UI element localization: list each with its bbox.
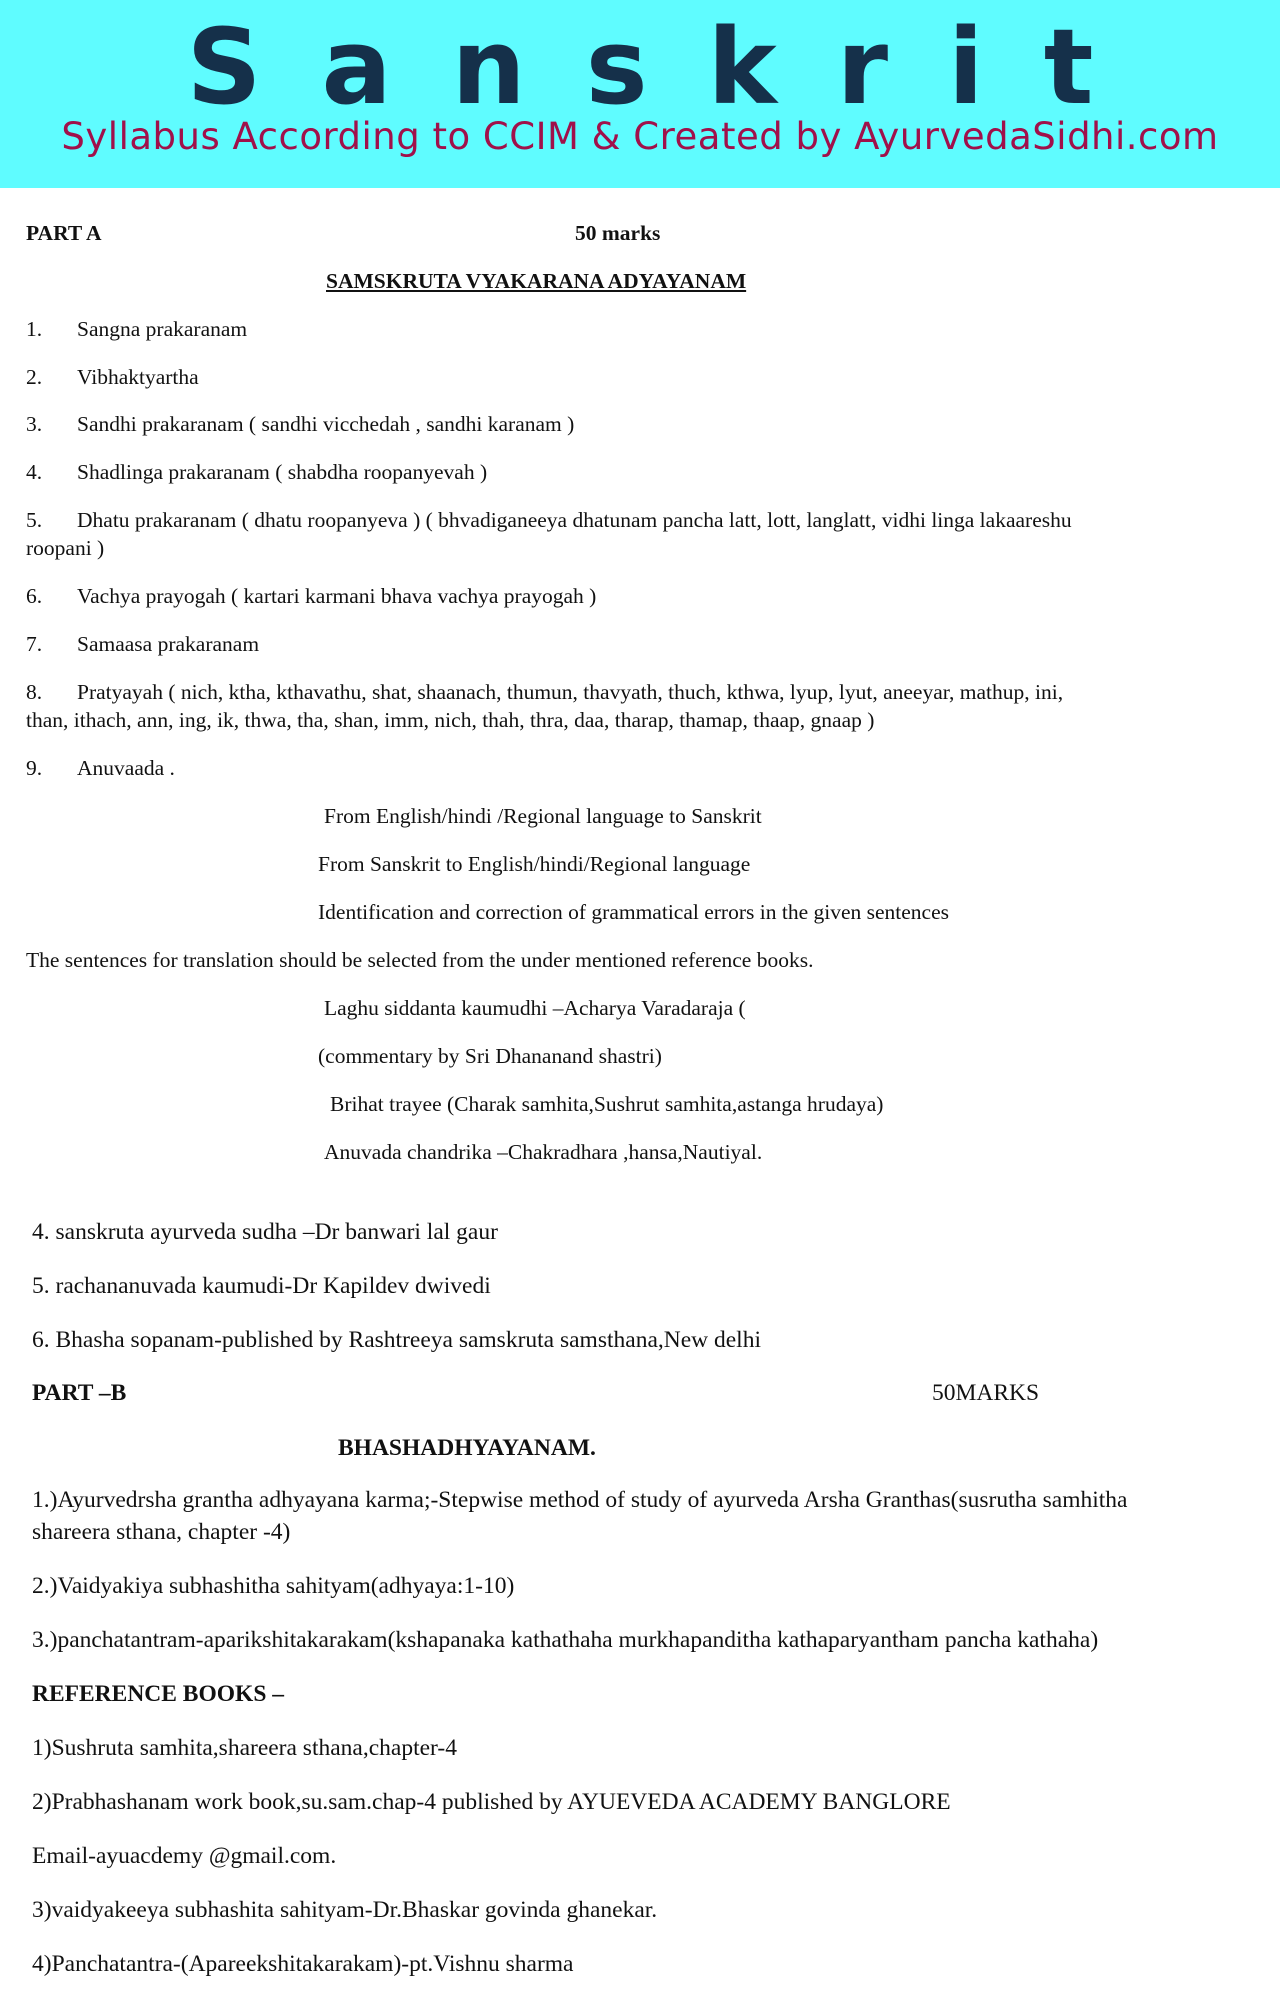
item-number: 3. xyxy=(26,412,43,436)
part-b-marks: 50MARKS xyxy=(932,1380,1040,1406)
anuvaada-sub-line: From English/hindi /Regional language to Sanskrit xyxy=(324,804,762,828)
item-text: Dhatu prakaranam ( dhatu roopanyeva ) ( bhvadiganeeya dhatunam pancha latt, lott, langlatt, vidhi linga lakaareshu xyxy=(77,508,1072,532)
part-b-heading: BHASHADHYAYANAM. xyxy=(338,1435,596,1461)
item-text: 1.)Ayurvedrsha grantha adhyayana karma;-Stepwise method of study of ayurveda Arsha Granthas(susrutha samhitha xyxy=(32,1487,1128,1513)
reference-book: 5. rachananuvada kaumudi-Dr Kapildev dwivedi xyxy=(32,1273,491,1299)
reference-book: 3)vaidyakeeya subhashita sahityam-Dr.Bhaskar govinda ghanekar. xyxy=(32,1897,658,1923)
reference-book: (commentary by Sri Dhananand shastri) xyxy=(318,1044,662,1068)
item-number: 6. xyxy=(26,584,43,608)
item-text: Pratyayah ( nich, ktha, kthavathu, shat, shaanach, thumun, thavyath, thuch, kthwa, lyup, lyut, aneeyar, mathup, ini, xyxy=(77,680,1064,704)
item-text: Vibhaktyartha xyxy=(77,365,199,389)
reference-book: 4. sanskruta ayurveda sudha –Dr banwari lal gaur xyxy=(32,1219,498,1245)
item-text: Sangna prakaranam xyxy=(77,317,248,341)
part-a-label: PART A xyxy=(26,221,102,245)
banner-subtitle: Syllabus According to CCIM & Created by AyurvedaSidhi.com xyxy=(61,115,1219,158)
item-number: 5. xyxy=(26,508,43,532)
item-number: 7. xyxy=(26,632,43,656)
item-text: Shadlinga prakaranam ( shabdha roopanyevah ) xyxy=(77,460,488,484)
anuvaada-sub-line: From Sanskrit to English/hindi/Regional language xyxy=(318,852,751,876)
banner-title: Sanskrit xyxy=(186,6,1154,128)
item-text: Samaasa prakaranam xyxy=(77,632,260,656)
item-text: 2.)Vaidyakiya subhashitha sahityam(adhyaya:1-10) xyxy=(32,1573,515,1599)
anuvaada-sub-line: Identification and correction of grammatical errors in the given sentences xyxy=(318,900,950,924)
reference-book: 2)Prabhashanam work book,su.sam.chap-4 published by AYUEVEDA ACADEMY BANGLORE xyxy=(32,1789,951,1815)
header-banner xyxy=(0,0,1280,188)
item-number: 8. xyxy=(26,680,43,704)
email-text: Email-ayuacdemy @gmail.com. xyxy=(32,1843,337,1869)
part-a-heading: SAMSKRUTA VYAKARANA ADYAYANAM xyxy=(326,269,747,293)
reference-book: Brihat trayee (Charak samhita,Sushrut samhita,astanga hrudaya) xyxy=(330,1092,884,1116)
item-text: Anuvaada . xyxy=(77,756,175,780)
reference-book: 4)Panchatantra-(Apareekshitakarakam)-pt.Vishnu sharma xyxy=(32,1951,574,1977)
reference-book: 6. Bhasha sopanam-published by Rashtreeya samskruta samsthana,New delhi xyxy=(32,1327,761,1353)
reference-book: Anuvada chandrika –Chakradhara ,hansa,Nautiyal. xyxy=(324,1140,763,1164)
item-number: 4. xyxy=(26,460,43,484)
part-a-marks: 50 marks xyxy=(575,221,661,245)
item-text-continued: roopani ) xyxy=(26,536,105,560)
reference-books-heading: REFERENCE BOOKS – xyxy=(32,1681,285,1707)
reference-book: Laghu siddanta kaumudhi –Acharya Varadaraja ( xyxy=(324,996,746,1020)
item-text-continued: than, ithach, ann, ing, ik, thwa, tha, shan, imm, nich, thah, thra, daa, tharap, thamap, thaap, gnaap ) xyxy=(26,708,875,732)
translation-note: The sentences for translation should be selected from the under mentioned reference books. xyxy=(26,948,814,972)
item-text-continued: shareera sthana, chapter -4) xyxy=(32,1519,291,1545)
item-text: 3.)panchatantram-aparikshitakarakam(kshapanaka kathathaha murkhapanditha kathaparyantham pancha kathaha) xyxy=(32,1627,1099,1653)
part-b-label: PART –B xyxy=(32,1380,127,1406)
item-text: Sandhi prakaranam ( sandhi vicchedah , sandhi karanam ) xyxy=(77,412,575,436)
item-number: 1. xyxy=(26,317,43,341)
item-number: 9. xyxy=(26,756,43,780)
item-text: Vachya prayogah ( kartari karmani bhava vachya prayogah ) xyxy=(77,584,597,608)
item-number: 2. xyxy=(26,365,43,389)
reference-book: 1)Sushruta samhita,shareera sthana,chapter-4 xyxy=(32,1735,457,1761)
